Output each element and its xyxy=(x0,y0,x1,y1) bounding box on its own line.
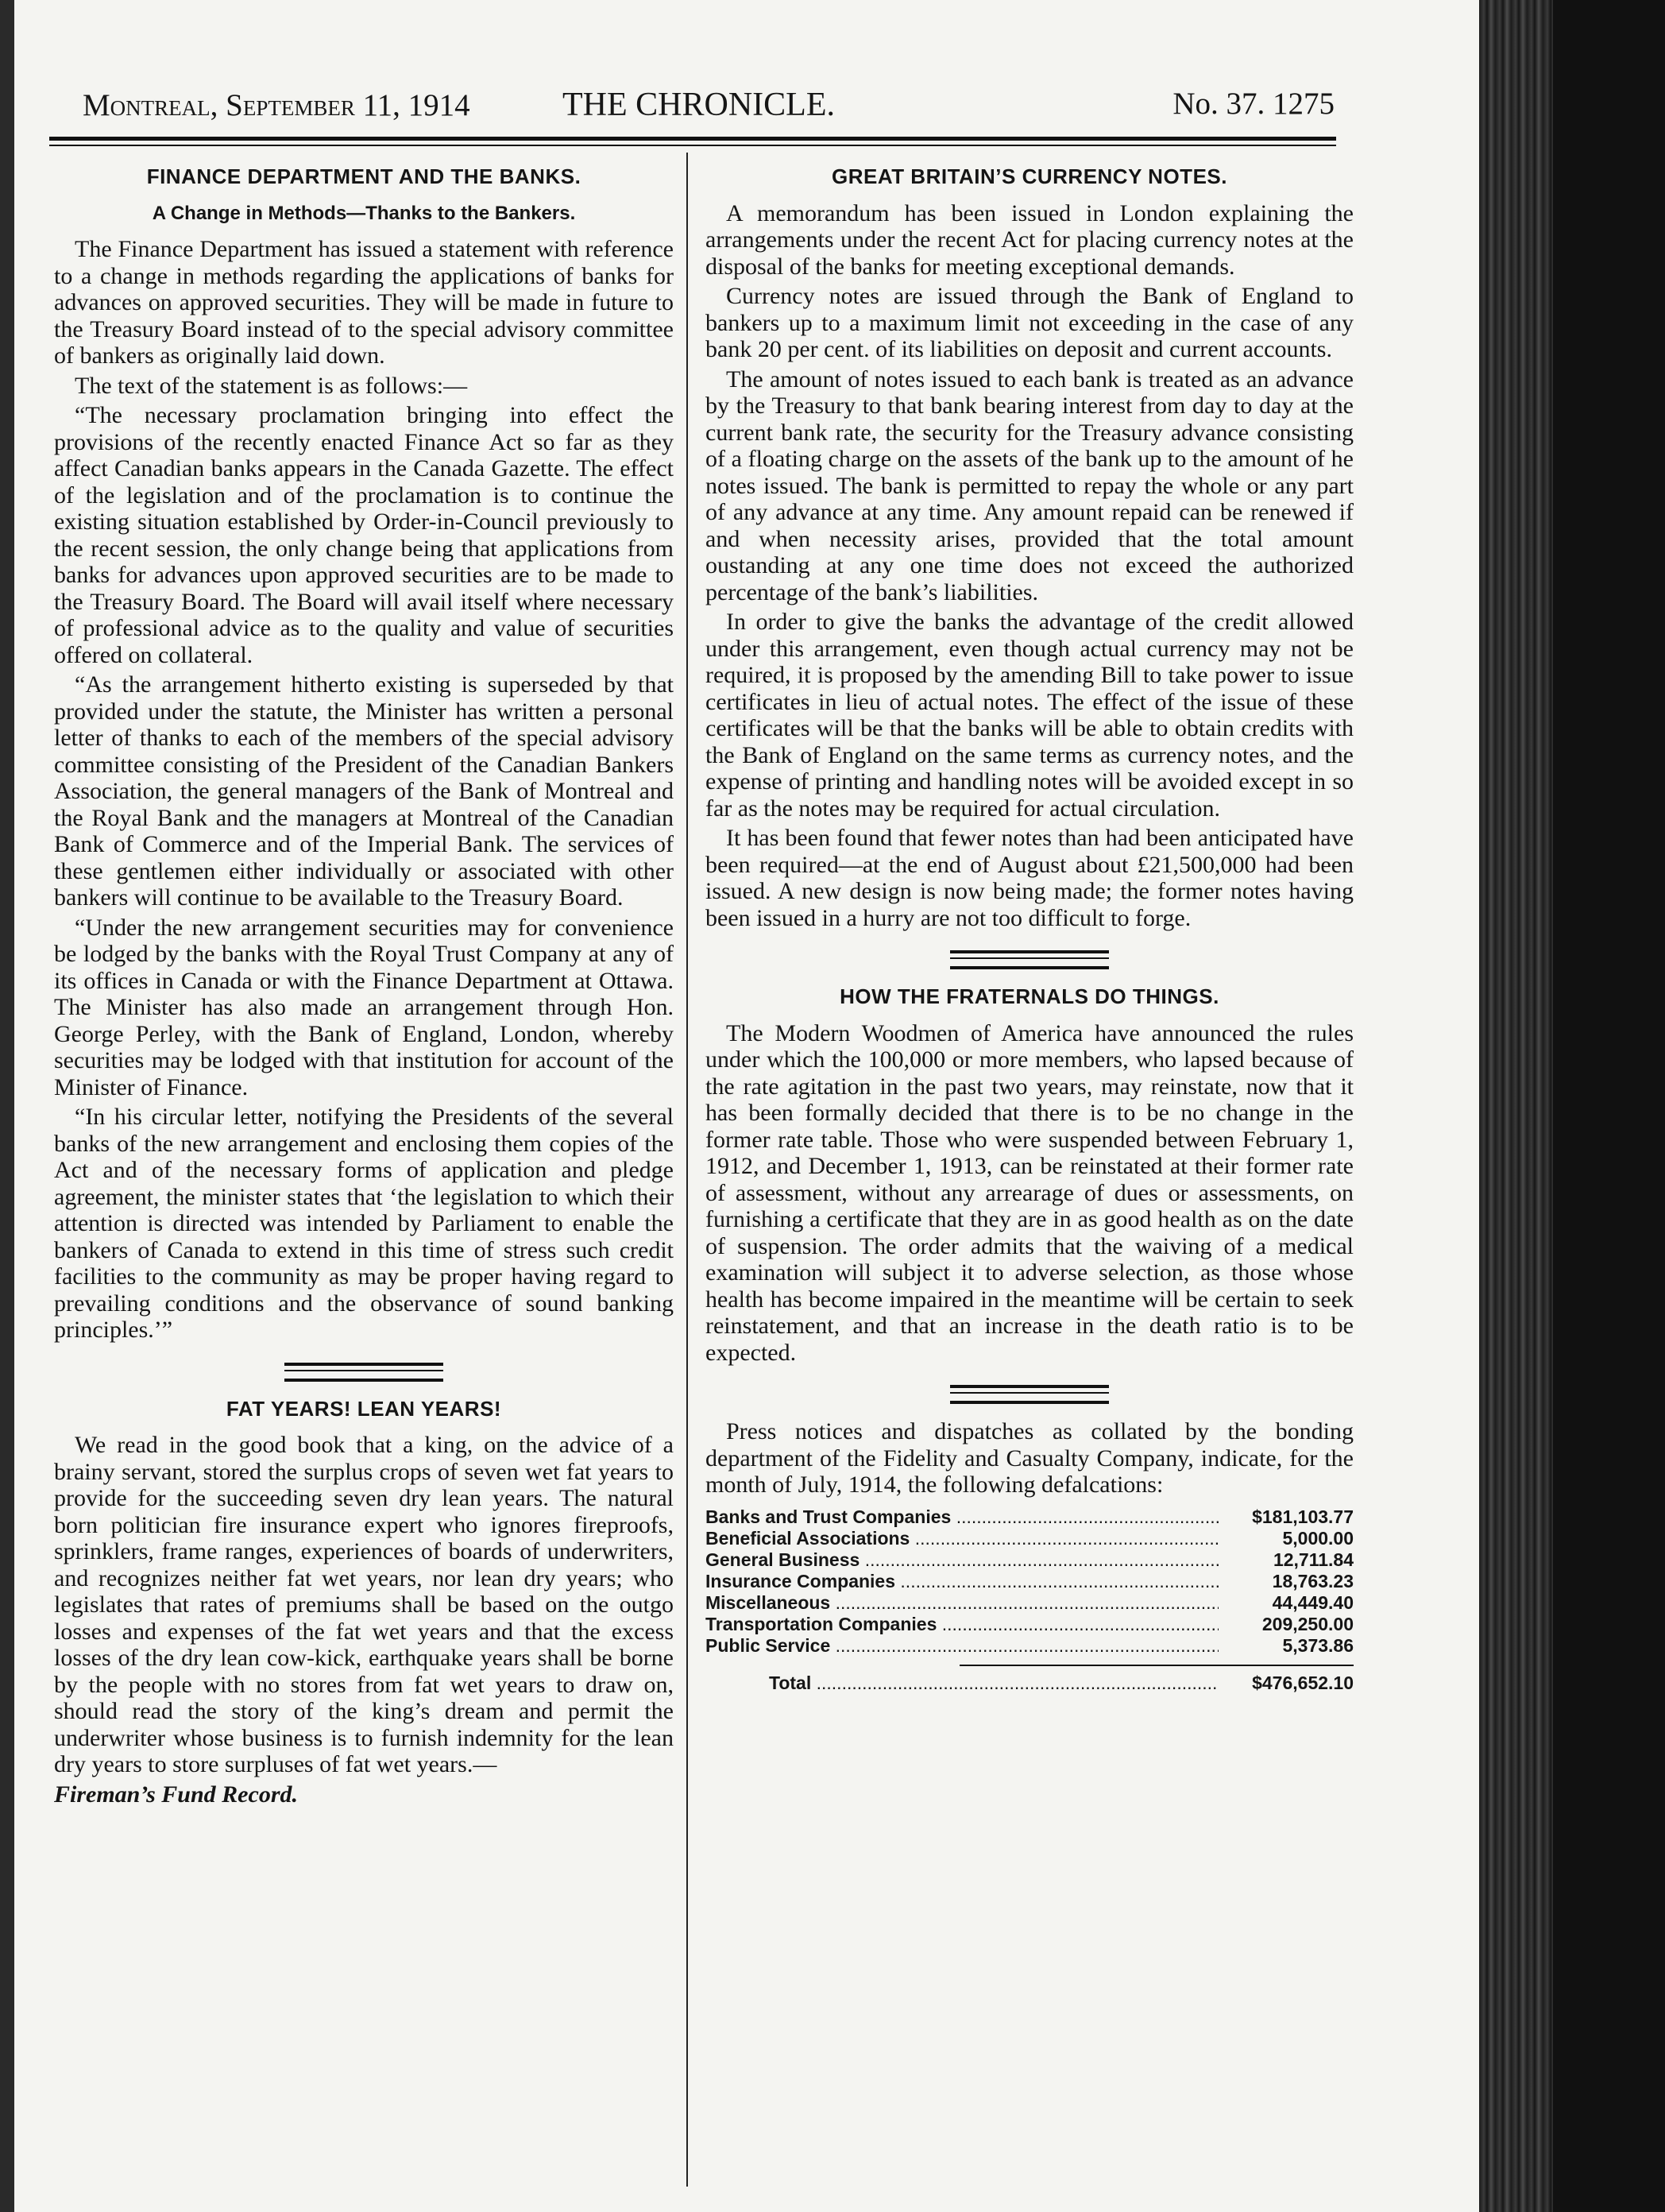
header-title: THE CHRONICLE. xyxy=(562,87,835,123)
total-rule xyxy=(960,1665,1354,1666)
section-ornament xyxy=(950,950,1109,969)
row-amount: 12,711.84 xyxy=(1273,1549,1354,1570)
article-currency-paragraph: In order to give the banks the advantage of the credit allowed under this arrangement, even though actual currency may not be required, it is proposed by the amending Bill to take power to issue certificates in lieu of actual notes. The effect of the issue of these certificates will be that the banks will be able to obtain credits with the Bank of England on the same terms as currency notes, and the expense of printing and handling notes will be avoided except in so far as the notes may be required for actual circulation. xyxy=(705,609,1354,822)
article-finance-paragraph: The text of the statement is as follows:— xyxy=(75,372,468,399)
article-fraternals-paragraph: The Modern Woodmen of America have announced the rules under which the 100,000 or more members, who lapsed because of the rate agitation in the past two years, may reinstate, now that it has been formally decided that there is to be no change in the former rate table. Those who were suspended between February 1, 1912, and December 1, 1913, can be reinstated at their former rate of assessment, without any arrearage of dues or assessments, on furnishing a certificate that they are in as good health as on the date of suspension. The order admits that the waiving of a medical examination will subject it to adverse selection, as those whose health has become impaired in the meantime will be certain to seek reinstatement, and that an increase in the death ratio is to be expected. xyxy=(705,1019,1354,1366)
right-column xyxy=(705,151,1354,1694)
left-column xyxy=(54,151,674,1811)
header-issue: No. 37. 1275 xyxy=(1172,87,1335,121)
row-label: Banks and Trust Companies ..... xyxy=(705,1506,1219,1528)
header-rule xyxy=(49,137,1336,141)
article-currency-paragraph: A memorandum has been issued in London explaining the arrangements under the recent Act for placing currency notes at the disposal of the banks for meeting exceptional demands. xyxy=(705,199,1354,280)
row-amount: 18,763.23 xyxy=(1272,1570,1354,1591)
table-row xyxy=(705,1592,1354,1614)
section-ornament xyxy=(950,1385,1109,1404)
article-finance-title: FINANCE DEPARTMENT AND THE BANKS. xyxy=(146,164,581,188)
article-finance-paragraph: “In his circular letter, notifying the Presidents of the several banks of the new arrangement and enclosing them copies of the Act and of the necessary forms of application and pledge agreement, the minister states that ‘the legislation to which their attention is directed was intended by Parliament to enable the bankers of Canada to extend in this time of stress such credit facilities to the community as may be proper having regard to prevailing conditions and the observance of sound banking principles.’” xyxy=(54,1104,674,1343)
binding-edge xyxy=(0,0,14,2212)
article-currency-title: GREAT BRITAIN’S CURRENCY NOTES. xyxy=(832,164,1227,188)
row-amount: $181,103.77 xyxy=(1252,1506,1354,1527)
row-amount: 209,250.00 xyxy=(1261,1613,1354,1634)
table-row xyxy=(705,1549,1354,1571)
header-place-date: Montreal, September 11, 1914 xyxy=(83,88,470,122)
row-label: Insurance Companies ..... xyxy=(705,1571,1219,1592)
total-amount: $476,652.10 xyxy=(1252,1672,1354,1693)
row-label: Miscellaneous ..... xyxy=(705,1592,1219,1614)
row-label: General Business ..... xyxy=(705,1549,1219,1571)
table-row xyxy=(705,1614,1354,1635)
article-defalcations-intro: Press notices and dispatches as collated by the bonding department of the Fidelity and Casualty Company, indicate, for the month of July, 1914, the following defalcations: xyxy=(705,1418,1354,1498)
article-finance-paragraph: The Finance Department has issued a statement with reference to a change in methods regarding the applications of banks for advances on approved securities. They will be made in future to the Treasury Board instead of to the special advisory committee of bankers as originally laid down. xyxy=(54,236,674,369)
total-row xyxy=(705,1673,1354,1694)
page-header xyxy=(48,70,1335,133)
article-fat-years-paragraph: We read in the good book that a king, on the advice of a brainy servant, stored the surplus crops of seven wet fat years to provide for the succeeding seven dry lean years. The natural born politician fire insurance expert who ignores fireproofs, sprinklers, frame ranges, experiences of boards of underwriters, and recognizes neither fat wet years, nor lean dry years; who legislates that rates of premiums shall be based on the outgo losses and expenses of the fat wet years and that the excess losses of the dry lean cow-kick, earthquake years shall be borne by the people with no stores from fat wet years to draw on, should read the story of the king’s dream and permit the underwriter whose business is to furnish indemnity for the lean dry years to store surpluses of fat wet years.— xyxy=(54,1432,674,1777)
section-ornament xyxy=(284,1363,443,1382)
total-label: Total ..... xyxy=(705,1673,1219,1694)
column-divider xyxy=(686,153,688,2187)
article-finance-subtitle: A Change in Methods—Thanks to the Bankers. xyxy=(152,202,576,224)
article-fraternals-title: HOW THE FRATERNALS DO THINGS. xyxy=(840,984,1219,1008)
book-spine-shadow xyxy=(1553,0,1665,2212)
table-row xyxy=(705,1506,1354,1528)
article-fat-years-attribution: Fireman’s Fund Record. xyxy=(54,1781,298,1808)
row-amount: 5,373.86 xyxy=(1282,1634,1354,1656)
table-row xyxy=(705,1571,1354,1592)
row-label: Transportation Companies ..... xyxy=(705,1614,1219,1635)
header-rule-thin xyxy=(49,145,1336,146)
article-finance-paragraph: “As the arrangement hitherto existing is superseded by that provided under the statute, the Minister has written a personal letter of thanks to each of the members of the special advisory committee consisting of the President of the Canadian Bankers Association, the general managers of the Bank of Montreal and the Royal Bank and the managers at Montreal of the Canadian Bank of Commerce and of the Imperial Bank. The services of these gentlemen either individually or associated with other bankers will continue to be available to the Treasury Board. xyxy=(54,671,674,911)
article-finance-paragraph: “Under the new arrangement securities may for convenience be lodged by the banks with the Royal Trust Company at any of its offices in Canada or with the Finance Department at Ottawa. The Minister has also made an arrangement through Hon. George Perley, with the Bank of England, London, whereby securities may be lodged with that institution for account of the Minister of Finance. xyxy=(54,914,674,1100)
article-finance-paragraph: “The necessary proclamation bringing into effect the provisions of the recently enacted Finance Act so far as they affect Canadian banks appears in the Canada Gazette. The effect of the legislation and of the proclamation is to continue the existing situation established by Order-in-Council previously to the recent session, the only change being that applications from banks for advances upon approved securities are to be made to the Treasury Board. The Board will avail itself where necessary of professional advice as to the quality and value of securities offered on collateral. xyxy=(54,402,674,668)
article-fat-years-title: FAT YEARS! LEAN YEARS! xyxy=(226,1396,502,1421)
row-label: Beneficial Associations ..... xyxy=(705,1528,1219,1549)
article-currency-paragraph: The amount of notes issued to each bank is treated as an advance by the Treasury to that bank bearing interest from day to day at the current bank rate, the security for the Treasury advance consisting of a floating charge on the assets of the bank up to the amount of he notes issued. The bank is permitted to repay the whole or any part of any advance at any time. Any amount repaid can be renewed if and when necessity arises, provided that the total amount oustanding at any one time does not exceed the authorized percentage of the bank’s liabilities. xyxy=(705,365,1354,605)
table-row xyxy=(705,1528,1354,1549)
row-label: Public Service ..... xyxy=(705,1635,1219,1657)
row-amount: 44,449.40 xyxy=(1272,1591,1354,1613)
table-row xyxy=(705,1635,1354,1657)
row-amount: 5,000.00 xyxy=(1282,1527,1354,1549)
defalcations-table xyxy=(705,1506,1354,1694)
article-currency-paragraph: It has been found that fewer notes than had been anticipated have been required—at the end of August about £21,500,000 had been issued. A new design is now being made; the former notes having been issued in a hurry are not too difficult to forge. xyxy=(705,825,1354,931)
article-currency-paragraph: Currency notes are issued through the Bank of England to bankers up to a maximum limit not exceeding in the case of any bank 20 per cent. of its liabilities on deposit and current accounts. xyxy=(705,283,1354,362)
